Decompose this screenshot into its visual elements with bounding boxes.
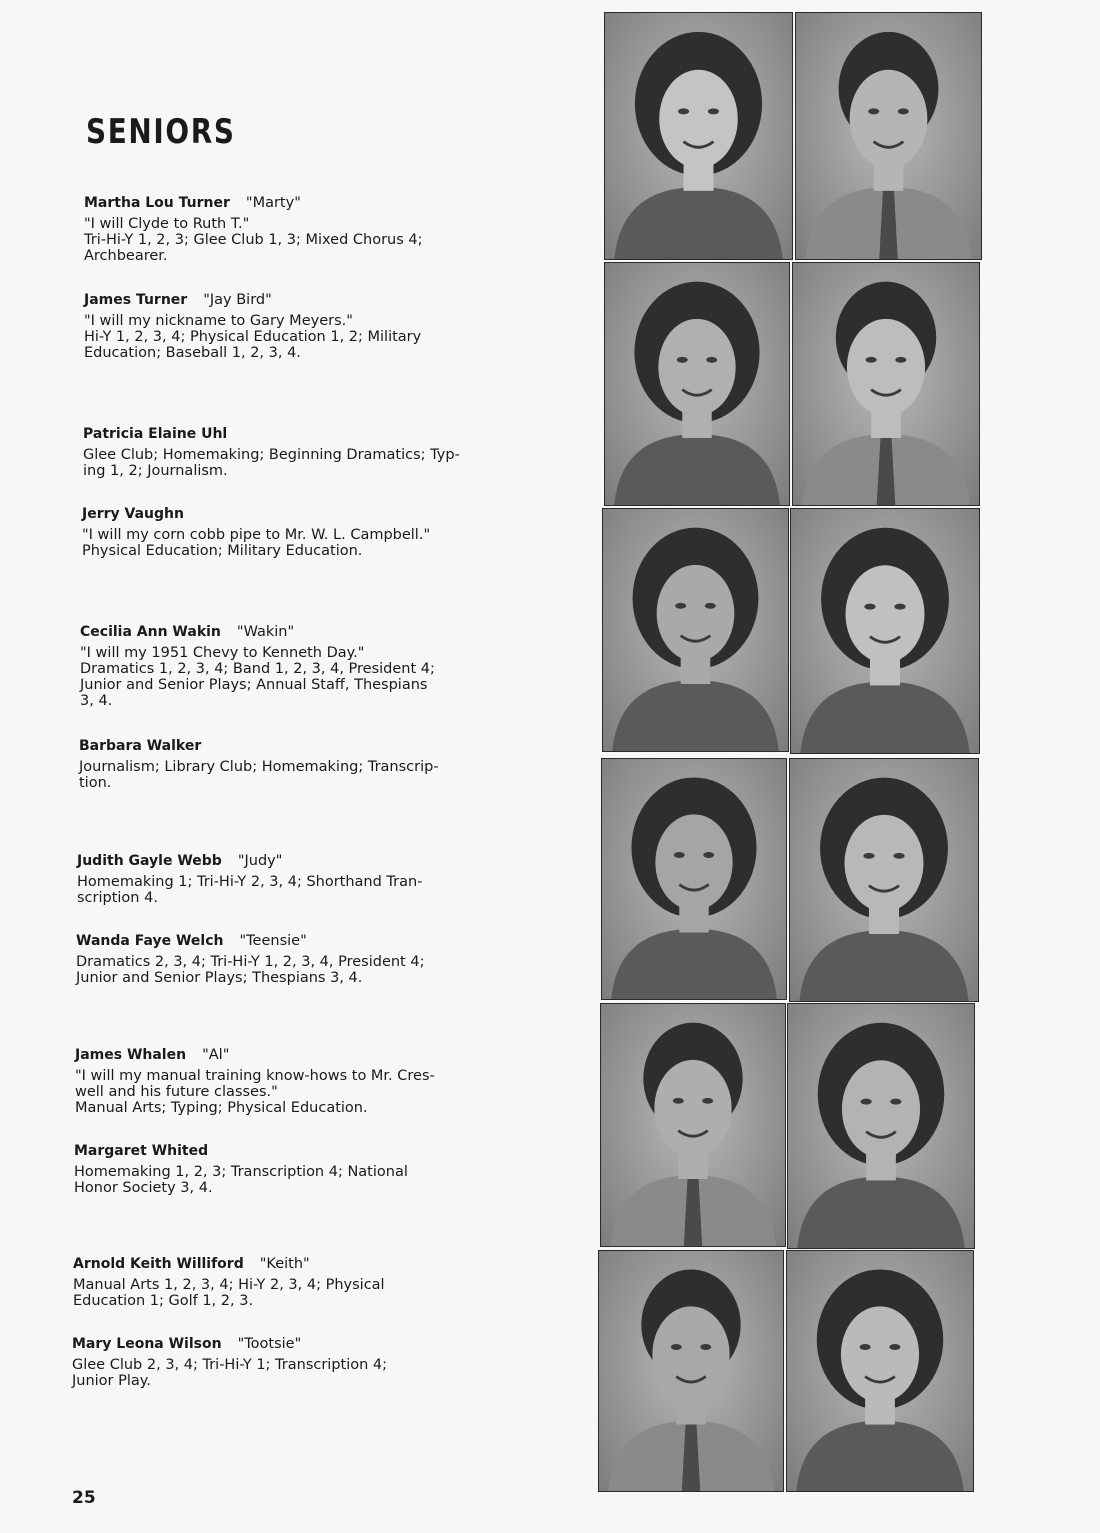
senior-activity-line: Glee Club 2, 3, 4; Tri-Hi-Y 1; Transcription 4; bbox=[72, 1357, 388, 1373]
senior-activity-line: "I will my manual training know-hows to Mr. Cres- bbox=[75, 1068, 435, 1084]
senior-portrait bbox=[790, 508, 980, 754]
senior-name: Jerry Vaughn bbox=[82, 506, 184, 522]
senior-activity-line: "I will my corn cobb pipe to Mr. W. L. Campbell." bbox=[82, 527, 431, 543]
senior-activity-line: Education; Baseball 1, 2, 3, 4. bbox=[84, 345, 301, 361]
senior-name: Martha Lou Turner bbox=[84, 195, 230, 211]
senior-name: Judith Gayle Webb bbox=[77, 853, 222, 869]
senior-entry bbox=[82, 506, 512, 559]
portrait-silhouette bbox=[791, 509, 979, 753]
portrait-silhouette bbox=[787, 1251, 973, 1491]
senior-nickname: "Marty" bbox=[245, 195, 301, 211]
senior-activity-line: scription 4. bbox=[77, 890, 158, 906]
senior-name: Patricia Elaine Uhl bbox=[83, 426, 228, 442]
senior-entry bbox=[73, 1256, 503, 1309]
senior-activity-line: Junior and Senior Plays; Annual Staff, Thespians bbox=[80, 677, 428, 693]
senior-activity-line: 3, 4. bbox=[80, 693, 113, 709]
senior-name-line bbox=[76, 933, 506, 949]
senior-nickname: "Tootsie" bbox=[237, 1336, 302, 1352]
senior-entry bbox=[74, 1143, 504, 1196]
senior-activity-line: Dramatics 1, 2, 3, 4; Band 1, 2, 3, 4, President 4; bbox=[80, 661, 435, 677]
senior-entry bbox=[83, 426, 513, 479]
senior-name-line bbox=[75, 1047, 505, 1063]
senior-activity-line: "I will my 1951 Chevy to Kenneth Day." bbox=[80, 645, 365, 661]
senior-name: Arnold Keith Williford bbox=[73, 1256, 244, 1272]
senior-name-line bbox=[83, 426, 513, 442]
senior-name: Cecilia Ann Wakin bbox=[80, 624, 221, 640]
senior-name: Mary Leona Wilson bbox=[72, 1336, 222, 1352]
senior-entry bbox=[77, 853, 507, 906]
senior-nickname: "Wakin" bbox=[236, 624, 295, 640]
senior-activity-line: "I will Clyde to Ruth T." bbox=[84, 216, 250, 232]
senior-portrait bbox=[604, 12, 793, 260]
senior-activity-line: Homemaking 1; Tri-Hi-Y 2, 3, 4; Shorthand Tran- bbox=[77, 874, 423, 890]
senior-portrait bbox=[795, 12, 982, 260]
portrait-silhouette bbox=[599, 1251, 783, 1491]
senior-activity-line: Glee Club; Homemaking; Beginning Dramatics; Typ- bbox=[83, 447, 460, 463]
senior-name-line bbox=[82, 506, 512, 522]
senior-activity-line: "I will my nickname to Gary Meyers." bbox=[84, 313, 353, 329]
portrait-silhouette bbox=[602, 759, 786, 999]
portrait-silhouette bbox=[603, 509, 788, 751]
senior-activity-line: Archbearer. bbox=[84, 248, 168, 264]
senior-entry bbox=[84, 292, 514, 361]
senior-activity-line: Education 1; Golf 1, 2, 3. bbox=[73, 1293, 254, 1309]
portrait-silhouette bbox=[605, 13, 792, 259]
senior-portrait bbox=[600, 1003, 786, 1247]
senior-activity-line: tion. bbox=[79, 775, 112, 791]
senior-activity-line: Dramatics 2, 3, 4; Tri-Hi-Y 1, 2, 3, 4, President 4; bbox=[76, 954, 425, 970]
portrait-silhouette bbox=[796, 13, 981, 259]
senior-nickname: "Judy" bbox=[237, 853, 283, 869]
senior-name-line bbox=[72, 1336, 502, 1352]
senior-activity-line: Manual Arts; Typing; Physical Education. bbox=[75, 1100, 368, 1116]
portrait-silhouette bbox=[793, 263, 979, 505]
senior-entry bbox=[75, 1047, 505, 1116]
senior-portrait bbox=[787, 1003, 975, 1249]
senior-name: Margaret Whited bbox=[74, 1143, 209, 1159]
senior-entry bbox=[80, 624, 510, 709]
senior-portrait bbox=[789, 758, 979, 1002]
senior-activity-line: Journalism; Library Club; Homemaking; Transcrip- bbox=[79, 759, 439, 775]
senior-name-line bbox=[73, 1256, 503, 1272]
senior-portrait bbox=[598, 1250, 784, 1492]
senior-name-line bbox=[80, 624, 510, 640]
senior-activity-line: Manual Arts 1, 2, 3, 4; Hi-Y 2, 3, 4; Physical bbox=[73, 1277, 385, 1293]
senior-activity-line: Junior Play. bbox=[72, 1373, 151, 1389]
senior-activity-line: Homemaking 1, 2, 3; Transcription 4; National bbox=[74, 1164, 408, 1180]
senior-activity-line: ing 1, 2; Journalism. bbox=[83, 463, 228, 479]
senior-entry bbox=[76, 933, 506, 986]
senior-activity-line: Hi-Y 1, 2, 3, 4; Physical Education 1, 2; Military bbox=[84, 329, 422, 345]
senior-portrait bbox=[601, 758, 787, 1000]
senior-activity-line: well and his future classes." bbox=[75, 1084, 278, 1100]
portrait-silhouette bbox=[601, 1004, 785, 1246]
senior-entry bbox=[72, 1336, 502, 1389]
portrait-silhouette bbox=[788, 1004, 974, 1248]
senior-nickname: "Keith" bbox=[259, 1256, 310, 1272]
senior-name-line bbox=[84, 292, 514, 308]
senior-nickname: "Jay Bird" bbox=[203, 292, 272, 308]
portrait-silhouette bbox=[790, 759, 978, 1001]
senior-activity-line: Tri-Hi-Y 1, 2, 3; Glee Club 1, 3; Mixed Chorus 4; bbox=[84, 232, 423, 248]
senior-name-line bbox=[74, 1143, 504, 1159]
senior-name: James Whalen bbox=[75, 1047, 187, 1063]
senior-name-line bbox=[77, 853, 507, 869]
senior-nickname: "Al" bbox=[202, 1047, 230, 1063]
senior-nickname: "Teensie" bbox=[239, 933, 307, 949]
senior-portrait bbox=[602, 508, 789, 752]
senior-activity-line: Honor Society 3, 4. bbox=[74, 1180, 213, 1196]
section-title: SENIORS bbox=[86, 112, 236, 152]
senior-entry bbox=[79, 738, 509, 791]
senior-name: Barbara Walker bbox=[79, 738, 202, 754]
portrait-silhouette bbox=[605, 263, 789, 505]
senior-name: James Turner bbox=[84, 292, 188, 308]
senior-portrait bbox=[786, 1250, 974, 1492]
senior-portrait bbox=[604, 262, 790, 506]
senior-entry bbox=[84, 195, 514, 264]
senior-name-line bbox=[84, 195, 514, 211]
senior-activity-line: Physical Education; Military Education. bbox=[82, 543, 363, 559]
senior-name: Wanda Faye Welch bbox=[76, 933, 224, 949]
senior-activity-line: Junior and Senior Plays; Thespians 3, 4. bbox=[76, 970, 363, 986]
senior-name-line bbox=[79, 738, 509, 754]
page-number: 25 bbox=[72, 1488, 96, 1508]
senior-portrait bbox=[792, 262, 980, 506]
